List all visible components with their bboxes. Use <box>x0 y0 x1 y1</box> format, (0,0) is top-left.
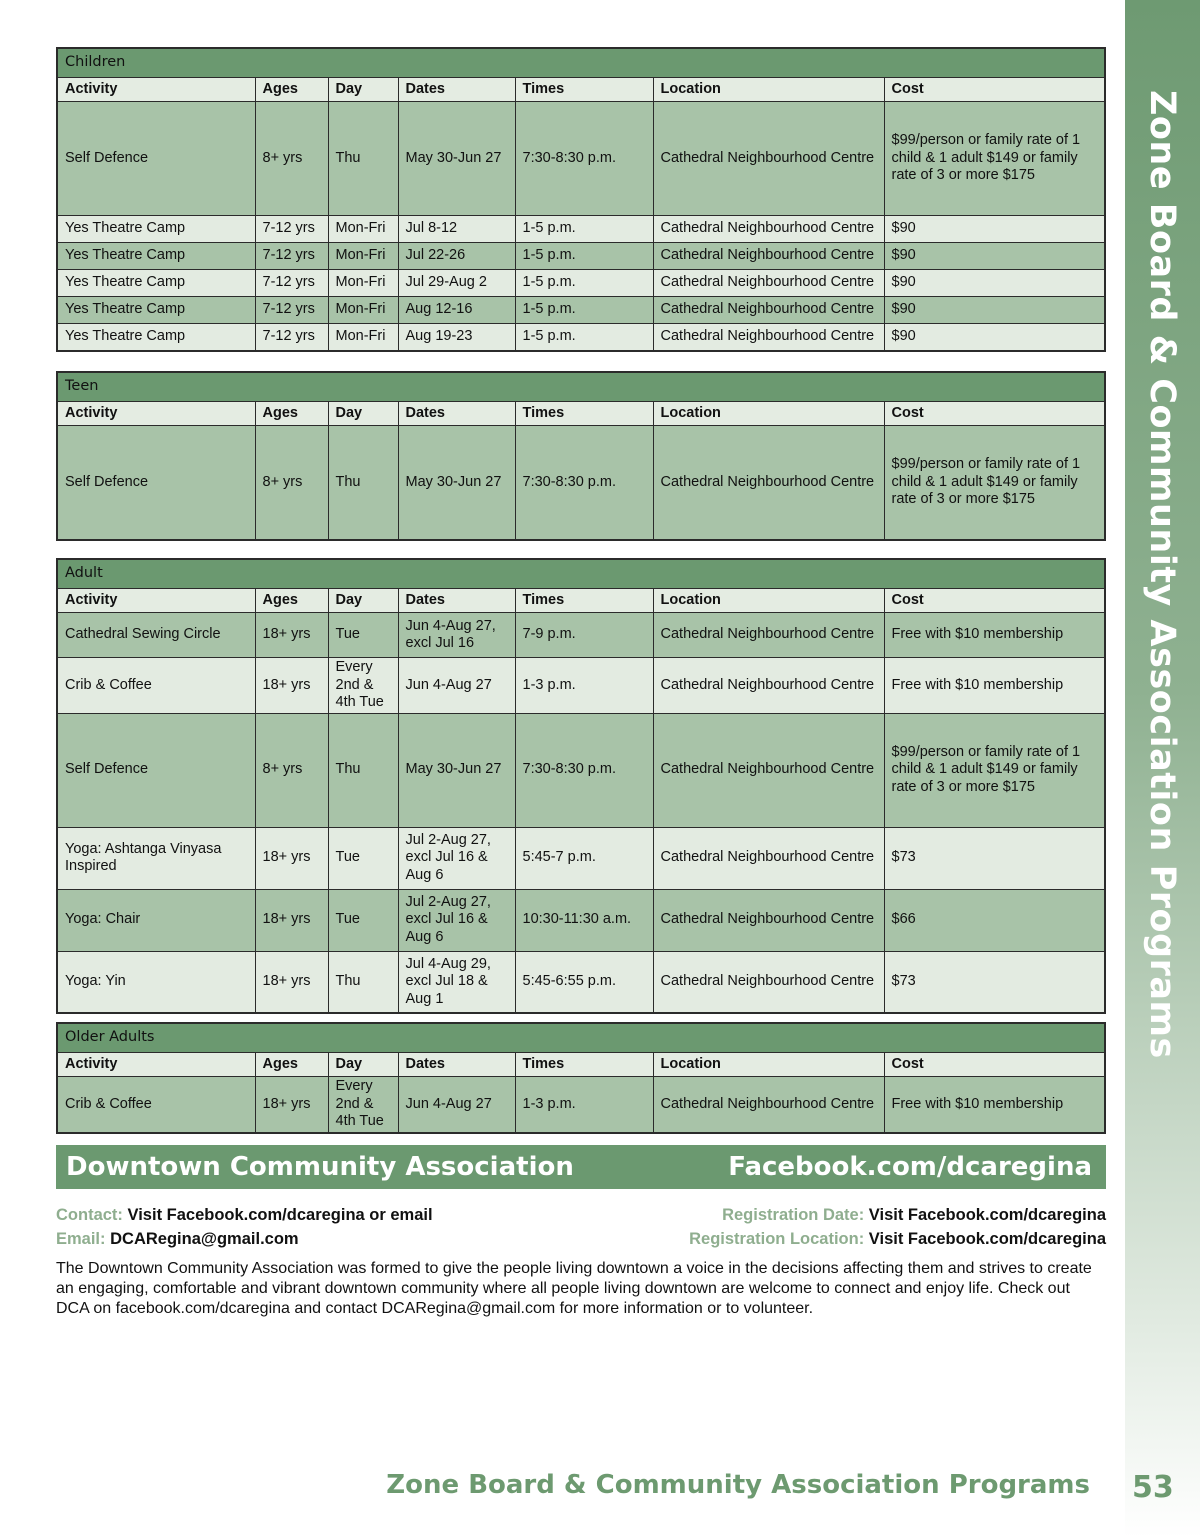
table-row <box>57 889 1105 951</box>
cell-ages: 7-12 yrs <box>255 216 328 243</box>
col-day: Day <box>328 589 398 613</box>
section-children <box>56 47 1106 352</box>
cell-ages: 7-12 yrs <box>255 243 328 270</box>
cell-location: Cathedral Neighbourhood Centre <box>653 713 884 827</box>
cell-location: Cathedral Neighbourhood Centre <box>653 613 884 658</box>
cell-times: 5:45-7 p.m. <box>515 827 653 889</box>
cell-dates: Jul 2-Aug 27, excl Jul 16 & Aug 6 <box>398 889 515 951</box>
section-title: Children <box>57 48 1105 78</box>
facebook-link[interactable]: Facebook.com/dcaregina <box>728 1152 1092 1182</box>
cell-day: Mon-Fri <box>328 216 398 243</box>
cell-ages: 18+ yrs <box>255 613 328 658</box>
cell-times: 7:30-8:30 p.m. <box>515 713 653 827</box>
col-dates: Dates <box>398 78 515 102</box>
col-activity: Activity <box>57 78 255 102</box>
cell-location: Cathedral Neighbourhood Centre <box>653 243 884 270</box>
older-adults-table <box>56 1022 1106 1134</box>
table-row <box>57 102 1105 216</box>
cell-ages: 18+ yrs <box>255 827 328 889</box>
col-activity: Activity <box>57 589 255 613</box>
cell-day: Thu <box>328 102 398 216</box>
table-row <box>57 216 1105 243</box>
section-older-adults <box>56 1022 1106 1134</box>
col-day: Day <box>328 78 398 102</box>
cell-day: Mon-Fri <box>328 243 398 270</box>
registration-info <box>689 1203 1106 1251</box>
cell-times: 1-3 p.m. <box>515 658 653 714</box>
col-location: Location <box>653 589 884 613</box>
cell-ages: 18+ yrs <box>255 658 328 714</box>
cell-times: 1-3 p.m. <box>515 1077 653 1133</box>
cell-dates: Jul 2-Aug 27, excl Jul 16 & Aug 6 <box>398 827 515 889</box>
cell-times: 1-5 p.m. <box>515 324 653 351</box>
table-row <box>57 243 1105 270</box>
cell-cost: $66 <box>884 889 1105 951</box>
cell-ages: 18+ yrs <box>255 889 328 951</box>
cell-ages: 18+ yrs <box>255 1077 328 1133</box>
cell-activity: Self Defence <box>57 713 255 827</box>
registration-location-value: Visit Facebook.com/dcaregina <box>868 1230 1106 1248</box>
registration-date-value: Visit Facebook.com/dcaregina <box>868 1206 1106 1224</box>
section-teen <box>56 371 1106 541</box>
cell-location: Cathedral Neighbourhood Centre <box>653 951 884 1013</box>
cell-cost: $90 <box>884 243 1105 270</box>
cell-activity: Yes Theatre Camp <box>57 270 255 297</box>
col-activity: Activity <box>57 402 255 426</box>
contact-label: Contact: <box>56 1206 123 1224</box>
col-ages: Ages <box>255 589 328 613</box>
cell-cost: Free with $10 membership <box>884 1077 1105 1133</box>
cell-cost: $99/person or family rate of 1 child & 1 adult $149 or family rate of 3 or more $175 <box>884 102 1105 216</box>
section-title: Adult <box>57 559 1105 589</box>
cell-day: Tue <box>328 613 398 658</box>
cell-times: 7:30-8:30 p.m. <box>515 426 653 540</box>
contact-value: Visit Facebook.com/dcaregina or email <box>127 1206 433 1224</box>
table-row <box>57 713 1105 827</box>
cell-times: 5:45-6:55 p.m. <box>515 951 653 1013</box>
cell-cost: $99/person or family rate of 1 child & 1 adult $149 or family rate of 3 or more $175 <box>884 713 1105 827</box>
contact-info <box>56 1203 433 1251</box>
cell-cost: Free with $10 membership <box>884 613 1105 658</box>
footer-title: Zone Board & Community Association Programs <box>386 1470 1090 1500</box>
page-number: 53 <box>1132 1470 1174 1505</box>
children-table <box>56 47 1106 352</box>
col-cost: Cost <box>884 589 1105 613</box>
table-row <box>57 324 1105 351</box>
cell-dates: Jul 29-Aug 2 <box>398 270 515 297</box>
cell-dates: Jun 4-Aug 27, excl Jul 16 <box>398 613 515 658</box>
col-cost: Cost <box>884 1053 1105 1077</box>
cell-activity: Yoga: Yin <box>57 951 255 1013</box>
cell-cost: Free with $10 membership <box>884 658 1105 714</box>
cell-cost: $90 <box>884 216 1105 243</box>
cell-times: 7:30-8:30 p.m. <box>515 102 653 216</box>
col-dates: Dates <box>398 1053 515 1077</box>
registration-date-label: Registration Date: <box>722 1206 865 1224</box>
cell-times: 1-5 p.m. <box>515 216 653 243</box>
col-activity: Activity <box>57 1053 255 1077</box>
col-cost: Cost <box>884 78 1105 102</box>
col-location: Location <box>653 402 884 426</box>
cell-dates: Jul 22-26 <box>398 243 515 270</box>
email-label: Email: <box>56 1230 106 1248</box>
cell-day: Thu <box>328 951 398 1013</box>
cell-times: 7-9 p.m. <box>515 613 653 658</box>
teen-table <box>56 371 1106 541</box>
col-ages: Ages <box>255 78 328 102</box>
table-row <box>57 270 1105 297</box>
cell-day: Thu <box>328 713 398 827</box>
cell-location: Cathedral Neighbourhood Centre <box>653 426 884 540</box>
cell-activity: Yes Theatre Camp <box>57 243 255 270</box>
cell-cost: $99/person or family rate of 1 child & 1 adult $149 or family rate of 3 or more $175 <box>884 426 1105 540</box>
cell-day: Mon-Fri <box>328 324 398 351</box>
association-banner <box>56 1145 1106 1189</box>
table-row <box>57 1077 1105 1133</box>
col-times: Times <box>515 1053 653 1077</box>
cell-times: 1-5 p.m. <box>515 297 653 324</box>
cell-cost: $90 <box>884 297 1105 324</box>
cell-ages: 7-12 yrs <box>255 297 328 324</box>
cell-ages: 7-12 yrs <box>255 324 328 351</box>
cell-day: Every 2nd & 4th Tue <box>328 658 398 714</box>
cell-dates: Aug 19-23 <box>398 324 515 351</box>
col-dates: Dates <box>398 402 515 426</box>
cell-location: Cathedral Neighbourhood Centre <box>653 216 884 243</box>
section-title: Teen <box>57 372 1105 402</box>
cell-day: Tue <box>328 827 398 889</box>
cell-dates: Jul 8-12 <box>398 216 515 243</box>
cell-dates: May 30-Jun 27 <box>398 426 515 540</box>
cell-location: Cathedral Neighbourhood Centre <box>653 658 884 714</box>
col-ages: Ages <box>255 1053 328 1077</box>
cell-location: Cathedral Neighbourhood Centre <box>653 102 884 216</box>
cell-dates: Jun 4-Aug 27 <box>398 1077 515 1133</box>
cell-activity: Yes Theatre Camp <box>57 216 255 243</box>
section-adult <box>56 558 1106 1014</box>
cell-activity: Crib & Coffee <box>57 658 255 714</box>
cell-activity: Yoga: Ashtanga Vinyasa Inspired <box>57 827 255 889</box>
table-row <box>57 297 1105 324</box>
cell-ages: 8+ yrs <box>255 102 328 216</box>
section-title: Older Adults <box>57 1023 1105 1053</box>
cell-day: Every 2nd & 4th Tue <box>328 1077 398 1133</box>
col-dates: Dates <box>398 589 515 613</box>
cell-cost: $73 <box>884 951 1105 1013</box>
cell-location: Cathedral Neighbourhood Centre <box>653 297 884 324</box>
cell-activity: Self Defence <box>57 426 255 540</box>
col-day: Day <box>328 1053 398 1077</box>
col-ages: Ages <box>255 402 328 426</box>
cell-cost: $90 <box>884 324 1105 351</box>
cell-dates: Jun 4-Aug 27 <box>398 658 515 714</box>
col-day: Day <box>328 402 398 426</box>
cell-ages: 8+ yrs <box>255 713 328 827</box>
cell-location: Cathedral Neighbourhood Centre <box>653 270 884 297</box>
table-row <box>57 658 1105 714</box>
cell-location: Cathedral Neighbourhood Centre <box>653 1077 884 1133</box>
cell-times: 1-5 p.m. <box>515 270 653 297</box>
adult-table <box>56 558 1106 1014</box>
registration-location-label: Registration Location: <box>689 1230 865 1248</box>
col-times: Times <box>515 589 653 613</box>
col-times: Times <box>515 78 653 102</box>
sidebar-title: Zone Board & Community Association Programs <box>1142 90 1182 1059</box>
cell-day: Tue <box>328 889 398 951</box>
cell-location: Cathedral Neighbourhood Centre <box>653 889 884 951</box>
cell-activity: Yoga: Chair <box>57 889 255 951</box>
col-cost: Cost <box>884 402 1105 426</box>
cell-ages: 18+ yrs <box>255 951 328 1013</box>
cell-activity: Yes Theatre Camp <box>57 324 255 351</box>
cell-day: Thu <box>328 426 398 540</box>
association-name: Downtown Community Association <box>66 1152 574 1182</box>
cell-dates: Jul 4-Aug 29, excl Jul 18 & Aug 1 <box>398 951 515 1013</box>
cell-day: Mon-Fri <box>328 297 398 324</box>
cell-dates: Aug 12-16 <box>398 297 515 324</box>
cell-activity: Cathedral Sewing Circle <box>57 613 255 658</box>
cell-activity: Yes Theatre Camp <box>57 297 255 324</box>
cell-location: Cathedral Neighbourhood Centre <box>653 324 884 351</box>
col-times: Times <box>515 402 653 426</box>
cell-location: Cathedral Neighbourhood Centre <box>653 827 884 889</box>
cell-cost: $90 <box>884 270 1105 297</box>
cell-times: 10:30-11:30 a.m. <box>515 889 653 951</box>
table-row <box>57 827 1105 889</box>
cell-ages: 7-12 yrs <box>255 270 328 297</box>
cell-dates: May 30-Jun 27 <box>398 102 515 216</box>
col-location: Location <box>653 78 884 102</box>
table-row <box>57 426 1105 540</box>
cell-activity: Crib & Coffee <box>57 1077 255 1133</box>
cell-cost: $73 <box>884 827 1105 889</box>
email-value[interactable]: DCARegina@gmail.com <box>110 1230 299 1248</box>
cell-times: 1-5 p.m. <box>515 243 653 270</box>
cell-day: Mon-Fri <box>328 270 398 297</box>
col-location: Location <box>653 1053 884 1077</box>
cell-ages: 8+ yrs <box>255 426 328 540</box>
table-row <box>57 613 1105 658</box>
table-row <box>57 951 1105 1013</box>
association-description: The Downtown Community Association was formed to give the people living downtown a voice in the decisions affecting them and strives to create an engaging, comfortable and vibrant downtown community where all people living downtown are welcome to connect and enjoy life. Check out DCA on facebook.com/dcaregina and contact DCARegina@gmail.com for more information or to volunteer. <box>56 1260 1092 1317</box>
cell-activity: Self Defence <box>57 102 255 216</box>
cell-dates: May 30-Jun 27 <box>398 713 515 827</box>
